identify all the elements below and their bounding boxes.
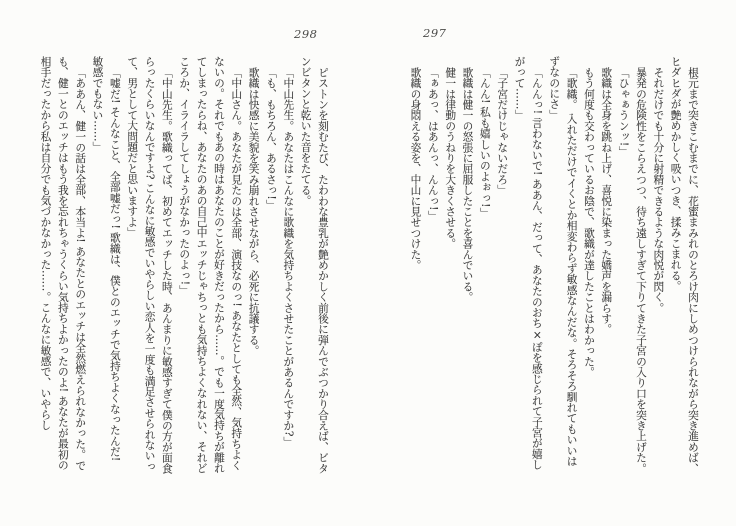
paragraph: ピストンを刻むたび、たわわな豊乳が艶めかしく前後に弾んでぶつかり合えば、ビタンビタンと乾いた音をたてる。: [299, 56, 330, 474]
paragraph: 「んん! 私も嬉しいのよぉっ!」: [478, 66, 492, 218]
paragraph: 「中山さん。あなたが見たのは全部、演技なのっ! あなたとしても全然、気持ちよくないの。それでもあの時はあなたのことが好きだったから……。でも一度気持ちが離れてしまったらね、あなたのあの自己中エッチじゃちっとも気持ちよくなれない、それどころか、イライラしてしょうがなかったのよっ!」: [178, 56, 244, 474]
paragraph: 「中山先生。あなたはこんなに歌織を気持ちよくさせたことがあるんですか?」: [282, 66, 296, 447]
paragraph: 「中山先生。歌織ってば、初めてエッチした時、あんまりに敏感すぎて僕の方が面食らったくらいなんですよ? こんなに敏感でいやらしい恋人を一度も満足させられないって、男として大問題だと思いますよ」: [126, 56, 174, 474]
paragraph: もう何度も交わっているお陰で、歌織が達したことはわかった。: [582, 66, 596, 377]
paragraph: 歌織は快感に美貌を笑み崩れさせながら、必死に抗議する。: [247, 66, 261, 356]
paragraph: 「ぁあっ、はあんっ、んんっ!」: [426, 66, 440, 221]
paragraph: 健一は律動のうねりを大きくさせる。: [444, 66, 458, 249]
paragraph: 「歌織。 入れただけでイくとか相変わらず敏感なんだな。そろそろ馴れてもいいはずなのにさ」: [548, 56, 579, 466]
page-297: [368, 0, 736, 526]
paragraph: 暴発の危険性をこらえつつ、待ち遠しすぎて下りてきた子宮の入り口を突き上げた。: [634, 66, 648, 474]
paragraph: 「子宮だけじゃないだろ」: [496, 66, 510, 196]
paragraph: 「ひゃぁうンッ!」: [617, 66, 631, 157]
paragraph: 歌織の身悶える姿を、中山に見せつけた。: [409, 66, 423, 270]
page-text-right: [406, 56, 702, 474]
paragraph: 「も、もちろん、あるさっ!」: [264, 66, 278, 211]
paragraph: それだけでも十分に射精できるような肉悦が閃く。: [652, 66, 666, 313]
paragraph: 「嘘だ! そんなこと、全部嘘だっ! 歌織は、僕とのエッチで気持ちよくなったんだ! 敏感でもない……」: [91, 56, 122, 461]
page-number-right: 297: [423, 26, 447, 40]
page-number-left: 298: [294, 27, 318, 41]
paragraph: 歌織は健一の怒張に屈服したことを喜んでいる。: [461, 66, 475, 303]
paragraph: 歌織は全身を跳ね上げ、喜悦に染まった嬌声を漏らす。: [600, 66, 614, 335]
paragraph: 根元まで突きこむまでに、花蜜まみれのとろけ肉にしめつけられながら突き進めば、ヒダヒダが艶めかしく吸いつき、揉みこまれる。: [669, 56, 700, 474]
paragraph: 「ああん、健一の話は全部、本当よ! あなたとのエッチは全然燃えられなかった。でも、健一とのエッチはもう我を忘れちゃうくらい気持ちよかったのよ! あなたが最初の相手だったから私は自分でも気づかなかった……。こんなに敏感で、いやらし: [39, 56, 88, 471]
page-text-left: [36, 56, 332, 474]
paragraph: 「んんっ! 言わないで! ああん、だって、あなたのおち×ぽを感じられて子宮が嬉しがって……」: [513, 56, 544, 470]
